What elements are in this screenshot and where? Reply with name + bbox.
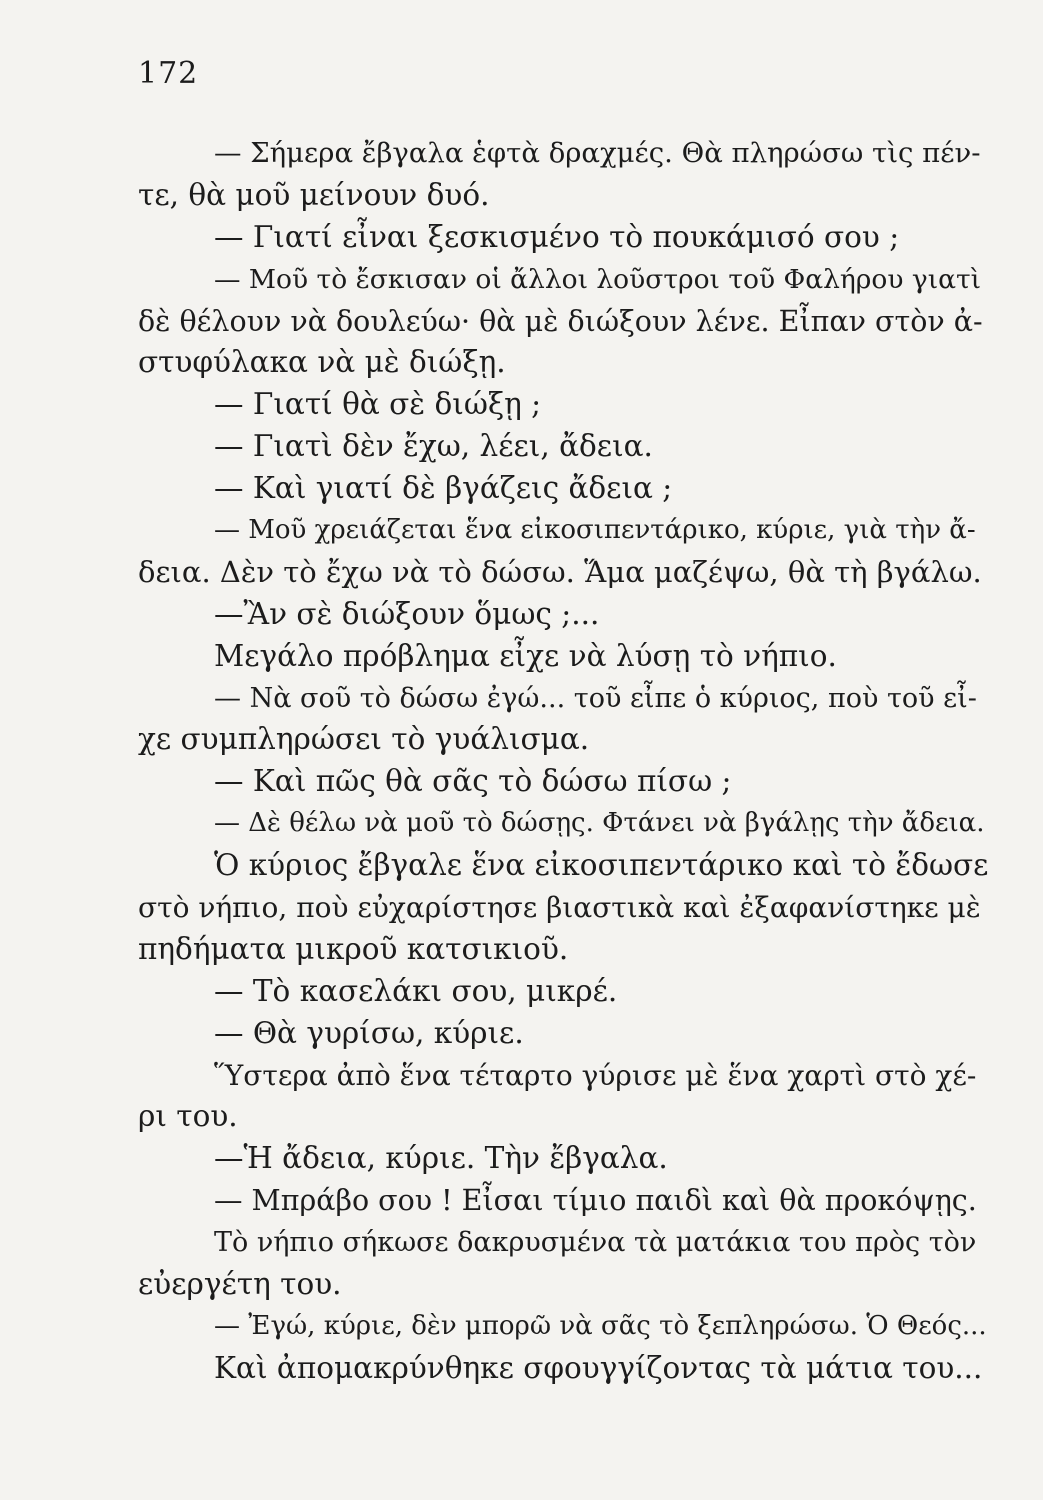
text-line: εὐεργέτη του.: [138, 1267, 342, 1302]
text-line: Ὕστερα ἀπὸ ἕνα τέταρτο γύρισε μὲ ἕνα χαρτὶ στὸ χέ-: [214, 1058, 977, 1092]
text-line: τε, θὰ μοῦ μείνουν δυό.: [138, 177, 490, 212]
text-line: Μεγάλο πρόβλημα εἶχε νὰ λύσῃ τὸ νήπιο.: [214, 638, 837, 673]
text-line: — Ἐγώ, κύριε, δὲν μπορῶ νὰ σᾶς τὸ ξεπληρώσω. Ὁ Θεός...: [214, 1310, 987, 1341]
text-line: — Νὰ σοῦ τὸ δώσω ἐγώ... τοῦ εἶπε ὁ κύριος, ποὺ τοῦ εἶ-: [214, 682, 977, 714]
text-line: — Καὶ γιατί δὲ βγάζεις ἄδεια ;: [214, 471, 673, 506]
text-line: στὸ νήπιο, ποὺ εὐχαρίστησε βιαστικὰ καὶ ἐξαφανίστηκε μὲ: [138, 891, 981, 925]
text-line: Ὁ κύριος ἔβγαλε ἕνα εἰκοσιπεντάρικο καὶ τὸ ἔδωσε: [214, 848, 989, 883]
page-text: [138, 133, 988, 1390]
text-line: πηδήματα μικροῦ κατσικιοῦ.: [138, 931, 569, 966]
text-line: — Θὰ γυρίσω, κύριε.: [214, 1015, 524, 1050]
text-line: — Τὸ κασελάκι σου, μικρέ.: [214, 973, 618, 1008]
text-line: — Μοῦ χρειάζεται ἕνα εἰκοσιπεντάρικο, κύριε, γιὰ τὴν ἄ-: [214, 515, 976, 546]
text-line: — Μπράβο σου ! Εἶσαι τίμιο παιδὶ καὶ θὰ προκόψῃς.: [214, 1184, 977, 1218]
text-line: δεια. Δὲν τὸ ἔχω νὰ τὸ δώσω. Ἅμα μαζέψω, θὰ τὴ βγάλω.: [138, 554, 982, 589]
text-line: — Γιατί θὰ σὲ διώξῃ ;: [214, 387, 542, 422]
text-line: — Μοῦ τὸ ἔσκισαν οἱ ἄλλοι λοῦστροι τοῦ Φαλήρου γιατὶ: [214, 263, 982, 295]
text-line: — Γιατί εἶναι ξεσκισμένο τὸ πουκάμισό σου ;: [214, 219, 900, 254]
text-line: —Ἂν σὲ διώξουν ὅμως ;...: [214, 596, 600, 631]
text-line: χε συμπληρώσει τὸ γυάλισμα.: [138, 722, 590, 757]
text-line: — Σήμερα ἔβγαλα ἑφτὰ δραχμές. Θὰ πληρώσω τὶς πέν-: [214, 137, 981, 169]
text-line: —Ἡ ἄδεια, κύριε. Τὴν ἔβγαλα.: [214, 1141, 668, 1176]
page-number: 172: [138, 56, 199, 91]
text-line: Καὶ ἀπομακρύνθηκε σφουγγίζοντας τὰ μάτια του...: [214, 1350, 983, 1385]
text-line: — Δὲ θέλω νὰ μοῦ τὸ δώσῃς. Φτάνει νὰ βγάλῃς τὴν ἄδεια.: [214, 808, 985, 839]
text-line: δὲ θέλουν νὰ δουλεύω· θὰ μὲ διώξουν λένε. Εἶπαν στὸν ἀ-: [138, 304, 983, 338]
text-line: στυφύλακα νὰ μὲ διώξῃ.: [138, 345, 506, 380]
text-line: Τὸ νήπιο σήκωσε δακρυσμένα τὰ ματάκια του πρὸς τὸν: [214, 1227, 977, 1259]
text-line: ρι του.: [138, 1099, 238, 1134]
text-line: — Καὶ πῶς θὰ σᾶς τὸ δώσω πίσω ;: [214, 764, 732, 799]
text-line: — Γιατὶ δὲν ἔχω, λέει, ἄδεια.: [214, 429, 653, 464]
